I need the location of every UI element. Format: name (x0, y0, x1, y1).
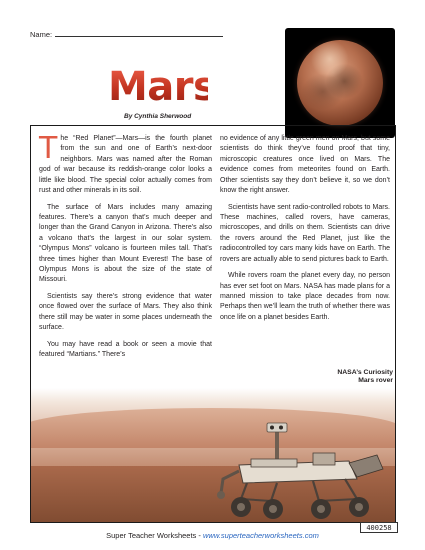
footer-url-link[interactable]: www.superteacherworksheets.com (202, 531, 319, 540)
paragraph: The surface of Mars includes many amazing features. There’s a canyon that’s much deeper and longer than the Grand Canyon in Arizona. There’s also a volcano that’s the largest in our solar system. “Olympus Mons” volcano is fourteen miles tall. That’s three times higher than Mount Everest! The base of Olympus Mons is about the size of the state of Missouri. (39, 203, 212, 284)
name-label: Name: (30, 30, 53, 39)
curiosity-rover-icon (217, 419, 393, 523)
paragraph: Scientists say there’s strong evidence that water once flowed over the surface of Mars. They also think there still may be water in some places underneath the surface. (39, 293, 212, 332)
right-column (220, 134, 390, 329)
article-frame (30, 125, 396, 523)
left-column (39, 131, 212, 361)
footer (0, 531, 425, 540)
mars-planet-icon (297, 40, 383, 126)
paragraph: no evidence of any little green men on Mars, but some scientists do think they’ve found proof that tiny, microscopic creatures once lived on Mars. The evidence comes from meteorites found on Earth. Other scientists say they don’t believe it, so we don’t know the right answer. (220, 135, 390, 195)
rover-caption (323, 369, 393, 386)
name-field-row (30, 30, 223, 39)
paragraph: You may have read a book or seen a movie that featured “Martians.” There’s (39, 340, 212, 359)
byline: By Cynthia Sherwood (124, 113, 192, 120)
drop-cap: T (39, 131, 58, 166)
paragraph: While rovers roam the planet every day, no person has ever set foot on Mars. NASA has made plans for a manned mission to take place decades from now. Perhaps then we’ll learn the truth of whether there was once life on a planet besides Earth. (220, 272, 390, 321)
caption-line-2: Mars rover (358, 377, 393, 385)
footer-brand: Super Teacher Worksheets - (106, 531, 203, 540)
name-blank-line[interactable] (55, 30, 223, 37)
page-title: Mars (108, 64, 217, 110)
mars-planet-photo (285, 28, 395, 138)
paragraph: The “Red Planet”—Mars—is the fourth planet from the sun and one of Earth’s next-door neighbors. Mars was named after the Roman god of war because its reddish-orange color looks a little like blood. The special color actually comes from rust and other minerals in its soil. (39, 131, 212, 195)
paragraph: Scientists have sent radio-controlled robots to Mars. These machines, called rovers, have cameras, microscopes, and drills on them. Scientists can drive the rovers around the Red Planet, just like the radiocontrolled toy cars many kids have on Earth. The rovers are actually able to send pictures back to Earth. (220, 203, 390, 263)
worksheet-code: 400258 (360, 522, 398, 533)
caption-line-1: NASA’s Curiosity (337, 369, 393, 376)
